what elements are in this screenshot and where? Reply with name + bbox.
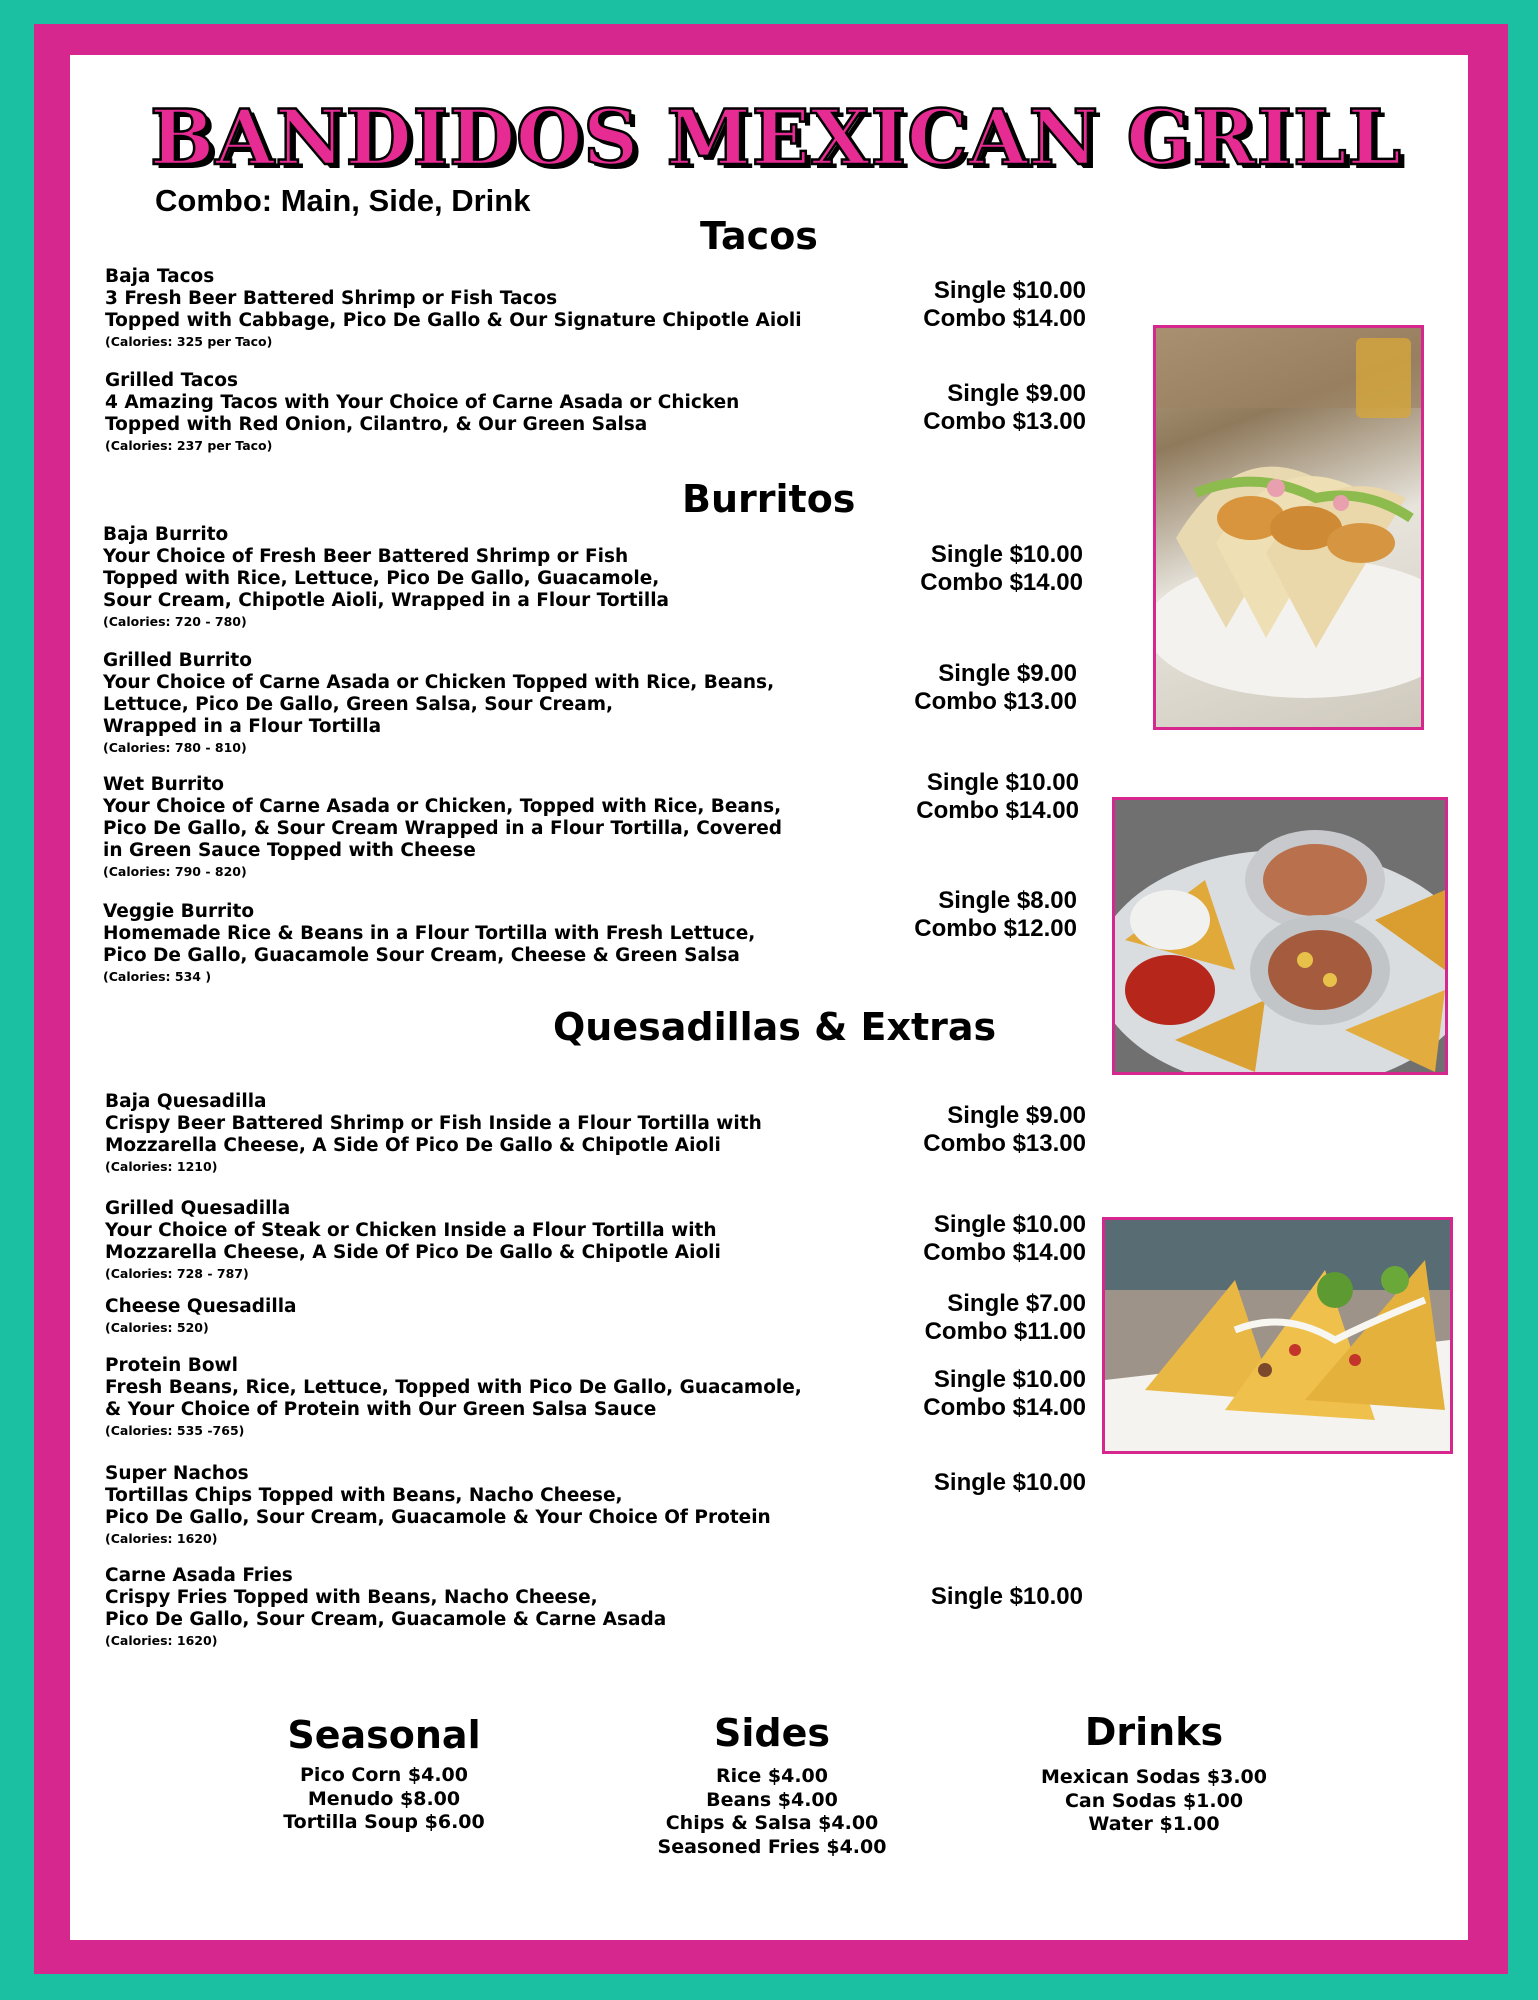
drinks-heading: Drinks [1084,1710,1224,1754]
menu-item-grilled-tacos [105,370,739,456]
combo-price: Combo $11.00 [924,1318,1086,1345]
item-name: Wet Burrito [103,774,224,795]
item-calories: (Calories: 534 ) [103,969,212,984]
seasonal-item: Menudo $8.00 [307,1787,461,1810]
item-desc: Homemade Rice & Beans in a Flour Tortilla with Fresh Lettuce, [103,923,756,944]
item-name: Carne Asada Fries [105,1565,293,1586]
seasonal-list [264,1764,504,1835]
single-price: Single $10.00 [933,1366,1086,1393]
price-cheese-quesadilla [925,1290,1086,1346]
combo-price: Combo $13.00 [923,1130,1086,1157]
quesadillas-heading: Quesadillas & Extras [553,1005,997,1049]
item-calories: (Calories: 237 per Taco) [105,438,273,453]
item-name: Grilled Quesadilla [105,1198,291,1219]
item-desc: 3 Fresh Beer Battered Shrimp or Fish Tacos [105,288,558,309]
seasonal-item: Tortilla Soup $6.00 [283,1811,485,1833]
item-desc: in Green Sauce Topped with Cheese [103,840,476,861]
combo-price: Combo $14.00 [920,569,1083,596]
price-baja-quesadilla [923,1102,1086,1158]
menu-item-baja-tacos [105,266,802,352]
menu-item-wet-burrito [103,774,782,882]
combo-price: Combo $13.00 [923,408,1086,435]
menu-item-super-nachos [105,1463,771,1549]
item-desc: Pico De Gallo, Sour Cream, Guacamole & Carne Asada [105,1609,667,1630]
price-veggie-burrito [914,887,1077,943]
nachos-photo [1102,1217,1453,1454]
combo-price: Combo $14.00 [923,305,1086,332]
item-desc: Topped with Rice, Lettuce, Pico De Gallo, Guacamole, [103,568,660,589]
price-grilled-burrito [914,660,1077,716]
item-desc: Topped with Cabbage, Pico De Gallo & Our Signature Chipotle Aioli [105,310,802,331]
burrito-illustration [1115,800,1445,1072]
single-price: Single $9.00 [938,660,1077,687]
combo-price: Combo $12.00 [914,915,1077,942]
menu-item-carne-asada-fries [105,1565,666,1651]
seasonal-item: Pico Corn $4.00 [300,1764,468,1786]
seasonal-heading: Seasonal [287,1713,481,1757]
nachos-illustration [1105,1220,1450,1451]
single-price: Single $8.00 [938,887,1077,914]
single-price: Single $10.00 [930,541,1083,568]
menu-item-veggie-burrito [103,901,755,987]
sides-heading: Sides [714,1711,830,1755]
single-price: Single $10.00 [930,1583,1083,1610]
burritos-heading: Burritos [682,477,856,521]
item-desc: Your Choice of Carne Asada or Chicken, Topped with Rice, Beans, [103,796,782,817]
single-price: Single $9.00 [947,1102,1086,1129]
drinks-item: Mexican Sodas $3.00 [1041,1766,1267,1788]
item-name: Grilled Burrito [103,650,252,671]
single-price: Single $9.00 [947,380,1086,407]
item-calories: (Calories: 1620) [105,1633,218,1648]
sides-item: Chips & Salsa $4.00 [665,1812,879,1834]
fish-tacos-illustration [1156,328,1421,727]
tacos-heading: Tacos [700,214,818,258]
restaurant-title: BANDIDOS MEXICAN GRILL [150,93,1403,182]
single-price: Single $10.00 [933,277,1086,304]
item-calories: (Calories: 520) [105,1320,209,1335]
price-grilled-quesadilla [923,1211,1086,1267]
combo-price: Combo $13.00 [914,688,1077,715]
item-name: Super Nachos [105,1463,249,1484]
drinks-list [1004,1766,1304,1837]
menu-item-baja-burrito [103,524,669,632]
item-name: Cheese Quesadilla [105,1296,297,1317]
menu-item-grilled-quesadilla [105,1198,721,1284]
drinks-item: Water $1.00 [1088,1813,1220,1835]
item-desc: Crispy Fries Topped with Beans, Nacho Cheese, [105,1587,598,1608]
item-desc: Tortillas Chips Topped with Beans, Nacho Cheese, [105,1485,623,1506]
sides-item: Rice $4.00 [715,1765,828,1787]
drinks-item: Can Sodas $1.00 [1064,1789,1244,1812]
item-calories: (Calories: 790 - 820) [103,864,247,879]
price-baja-tacos [923,277,1086,333]
item-calories: (Calories: 535 -765) [105,1423,245,1438]
burrito-photo [1112,797,1448,1075]
price-protein-bowl [923,1366,1086,1422]
sides-list [622,1765,922,1859]
item-desc: Lettuce, Pico De Gallo, Green Salsa, Sour Cream, [103,694,613,715]
item-name: Veggie Burrito [103,901,255,922]
item-calories: (Calories: 728 - 787) [105,1266,249,1281]
item-name: Baja Tacos [105,266,215,287]
item-desc: Pico De Gallo, & Sour Cream Wrapped in a Flour Tortilla, Covered [103,818,783,839]
item-desc: Mozzarella Cheese, A Side Of Pico De Gallo & Chipotle Aioli [105,1242,721,1263]
sides-item: Seasoned Fries $4.00 [657,1835,887,1858]
item-name: Baja Burrito [103,524,229,545]
sides-item: Beans $4.00 [706,1788,838,1811]
price-baja-burrito [920,541,1083,597]
combo-price: Combo $14.00 [916,797,1079,824]
item-desc: Your Choice of Fresh Beer Battered Shrimp or Fish [103,546,629,567]
price-super-nachos [934,1469,1086,1497]
single-price: Single $10.00 [926,769,1079,796]
item-desc: Pico De Gallo, Sour Cream, Guacamole & Your Choice Of Protein [105,1507,771,1528]
menu-item-baja-quesadilla [105,1091,762,1177]
item-desc: Crispy Beer Battered Shrimp or Fish Inside a Flour Tortilla with [105,1113,762,1134]
price-carne-asada-fries [931,1583,1083,1611]
item-calories: (Calories: 720 - 780) [103,614,247,629]
item-name: Protein Bowl [105,1355,238,1376]
single-price: Single $10.00 [933,1469,1086,1496]
item-desc: Your Choice of Carne Asada or Chicken Topped with Rice, Beans, [103,672,775,693]
single-price: Single $7.00 [947,1290,1086,1317]
item-desc: Mozzarella Cheese, A Side Of Pico De Gallo & Chipotle Aioli [105,1135,721,1156]
item-name: Baja Quesadilla [105,1091,267,1112]
item-calories: (Calories: 1620) [105,1531,218,1546]
fish-tacos-photo [1153,325,1424,730]
single-price: Single $10.00 [933,1211,1086,1238]
item-desc: & Your Choice of Protein with Our Green Salsa Sauce [105,1399,657,1420]
item-calories: (Calories: 1210) [105,1159,218,1174]
menu-item-protein-bowl [105,1355,802,1441]
item-desc: Pico De Gallo, Guacamole Sour Cream, Cheese & Green Salsa [103,945,740,966]
menu-item-cheese-quesadilla [105,1296,297,1338]
combo-price: Combo $14.00 [923,1239,1086,1266]
combo-note: Combo: Main, Side, Drink [155,183,531,218]
item-calories: (Calories: 780 - 810) [103,740,247,755]
item-desc: Wrapped in a Flour Tortilla [103,716,382,737]
menu-item-grilled-burrito [103,650,774,758]
combo-price: Combo $14.00 [923,1394,1086,1421]
item-calories: (Calories: 325 per Taco) [105,334,273,349]
price-wet-burrito [916,769,1079,825]
item-desc: 4 Amazing Tacos with Your Choice of Carne Asada or Chicken [105,392,740,413]
item-name: Grilled Tacos [105,370,238,391]
item-desc: Topped with Red Onion, Cilantro, & Our Green Salsa [105,414,648,435]
item-desc: Your Choice of Steak or Chicken Inside a Flour Tortilla with [105,1220,717,1241]
item-desc: Sour Cream, Chipotle Aioli, Wrapped in a Flour Tortilla [103,590,670,611]
price-grilled-tacos [923,380,1086,436]
item-desc: Fresh Beans, Rice, Lettuce, Topped with Pico De Gallo, Guacamole, [105,1377,802,1398]
